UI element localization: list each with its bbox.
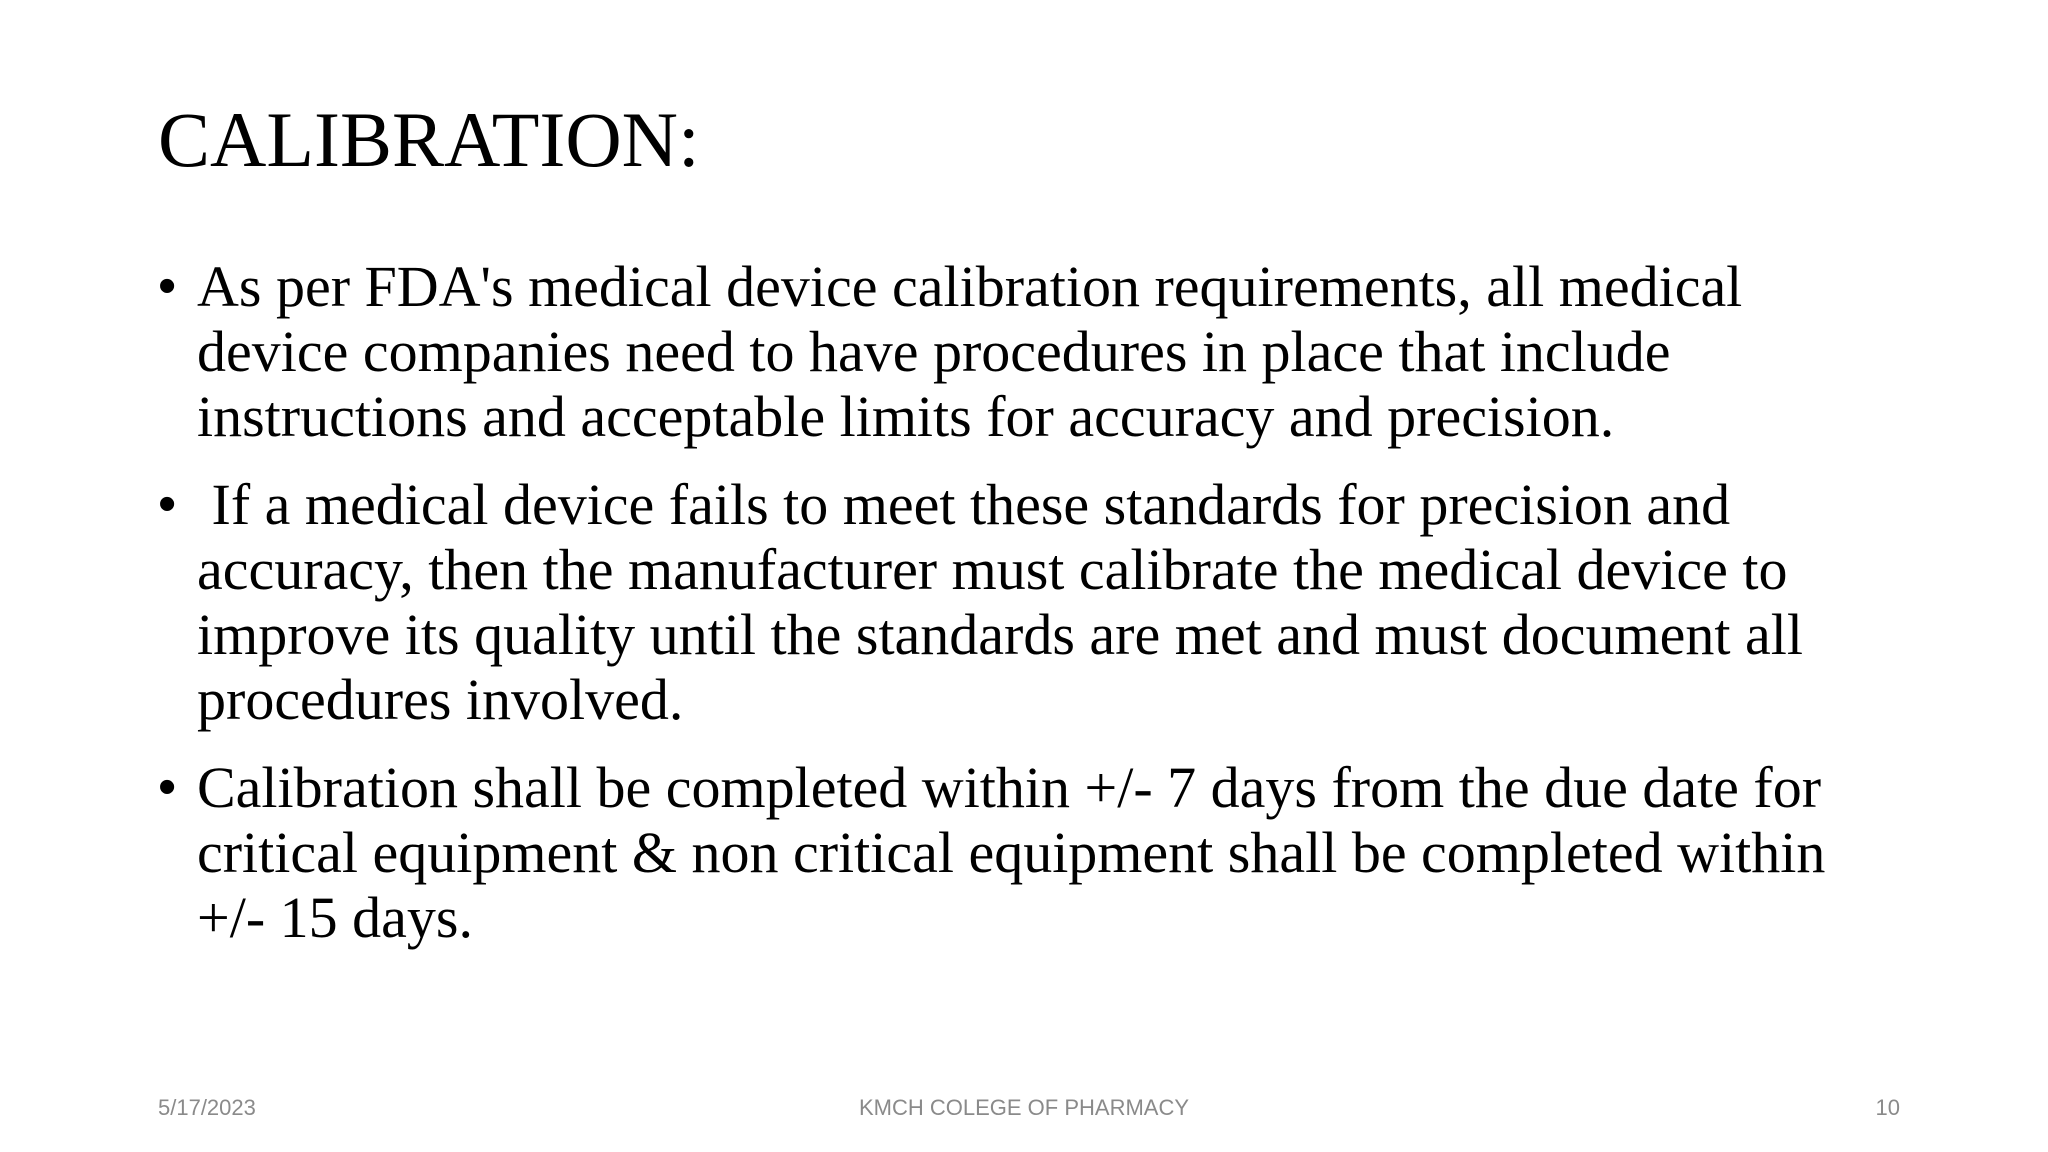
- slide-number: 10: [1875, 1095, 1900, 1120]
- footer-date: 5/17/2023: [158, 1095, 256, 1120]
- bullet-marker: •: [158, 475, 177, 533]
- bullet-text-line: procedures involved.: [197, 667, 684, 732]
- bullet-item: [158, 472, 1918, 732]
- bullet-text-line: critical equipment & non critical equipment shall be completed within: [197, 820, 1826, 885]
- bullet-text-line: +/- 15 days.: [197, 885, 473, 950]
- bullet-text-line: If a medical device fails to meet these standards for precision and: [197, 472, 1731, 537]
- bullet-item: [158, 755, 1918, 950]
- bullet-text-line: instructions and acceptable limits for accuracy and precision.: [197, 384, 1615, 449]
- bullet-text-line: Calibration shall be completed within +/- 7 days from the due date for: [197, 755, 1822, 820]
- bullet-text-line: As per FDA's medical device calibration requirements, all medical: [197, 254, 1743, 319]
- bullet-marker: •: [158, 257, 177, 315]
- slide-title: CALIBRATION:: [158, 96, 700, 183]
- bullet-text-line: improve its quality until the standards are met and must document all: [197, 602, 1803, 667]
- bullet-text-line: device companies need to have procedures in place that include: [197, 319, 1671, 384]
- bullet-list: [158, 254, 1918, 973]
- bullet-text-line: accuracy, then the manufacturer must calibrate the medical device to: [197, 537, 1788, 602]
- footer-organization: KMCH COLEGE OF PHARMACY: [858, 1095, 1190, 1120]
- bullet-marker: •: [158, 758, 177, 816]
- bullet-item: [158, 254, 1918, 449]
